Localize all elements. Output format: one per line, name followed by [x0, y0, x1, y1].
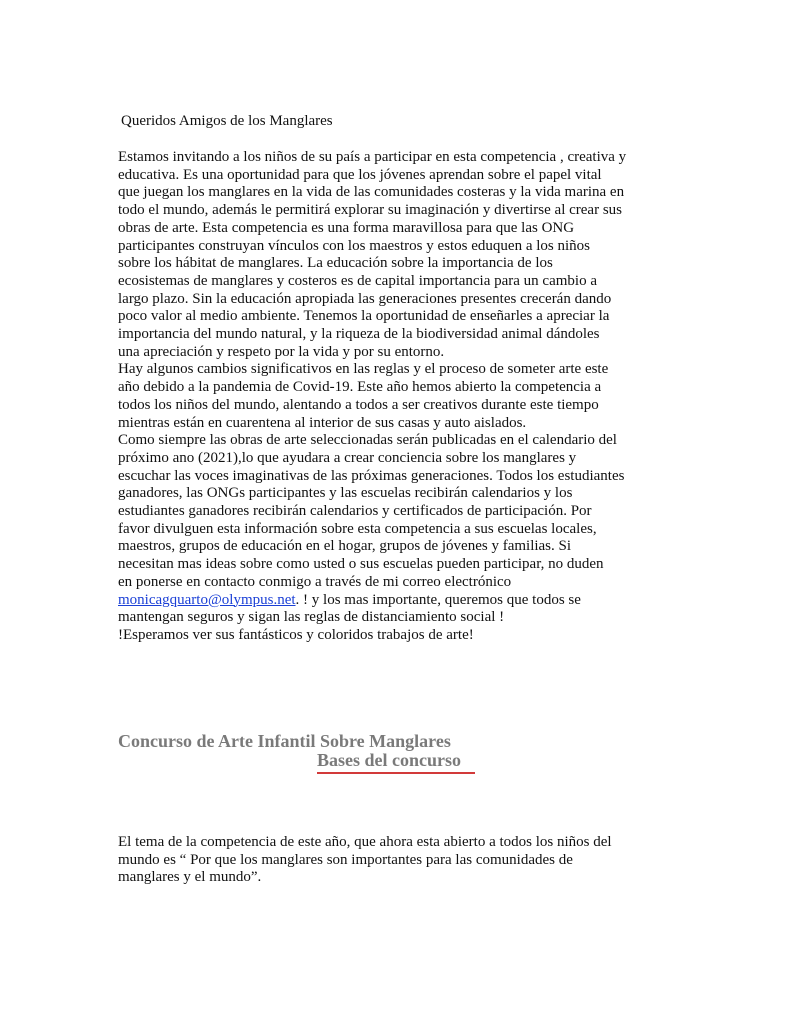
- letter-greeting: Queridos Amigos de los Manglares: [121, 113, 333, 129]
- letter-closing: . ! y los mas importante, queremos que todos se mantengan seguros y sigan las reglas de distanciamiento social ! !Esperamos ver sus fantásticos y coloridos trabajos de arte!: [118, 591, 581, 643]
- subtitle-underline: [317, 772, 475, 774]
- contact-email-link[interactable]: monicagquarto@olympus.net: [118, 591, 296, 608]
- letter-paragraph-3: Como siempre las obras de arte seleccionadas serán publicadas en el calendario del próximo ano (2021),lo que ayudara a crear conciencia sobre los manglares y escuchar las voces imaginativas de las próximas generaciones. Todos los estudiantes ganadores, las ONGs participantes y las escuelas recibirán calendarios y los estudiantes ganadores recibirán calendarios y certificados de participación. Por favor divulguen esta información sobre esta competencia a sus escuelas locales, maestros, grupos de educación en el hogar, grupos de jóvenes y familias. Si necesitan mas ideas sobre como usted o sus escuelas pueden participar, no duden en ponerse en contacto conmigo a través de mi correo electrónico: [118, 432, 625, 590]
- letter-paragraph-1: Estamos invitando a los niños de su país a participar en esta competencia , creativa y educativa. Es una oportunidad para que los jóvenes aprendan sobre el papel vital que juegan los manglares en la vida de las comunidades costeras y la vida marina en todo el mundo, además le permitirá explorar su imaginación y divertirse al crear sus obras de arte. Esta competencia es una forma maravillosa para que las ONG participantes construyan vínculos con los maestros y estos eduquen a los niños sobre los hábitat de manglares. La educación sobre la importancia de los ecosistemas de manglares y costeros es de capital importancia para un cambio a largo plazo. Sin la educación apropiada las generaciones presentes crecerán dando poco valor al medio ambiente. Tenemos la oportunidad de enseñarles a apreciar la importancia del mundo natural, y la riqueza de la biodiversidad animal dándoles una apreciación y respeto por la vida y por su entorno.: [118, 149, 627, 360]
- letter-paragraph-2: Hay algunos cambios significativos en las reglas y el proceso de someter arte este año debido a la pandemia de Covid-19. Este año hemos abierto la competencia a todos los niños del mundo, alentando a todos a ser creativos durante este tiempo mientras están en cuarentena al interior de sus casas y auto aislados.: [118, 361, 609, 431]
- contest-title: Concurso de Arte Infantil Sobre Manglares: [118, 731, 451, 751]
- contest-subtitle: Bases del concurso: [317, 750, 461, 770]
- contest-theme-text: El tema de la competencia de este año, que ahora esta abierto a todos los niños del mundo es “ Por que los manglares son importantes para las comunidades de manglares y el mundo”.: [118, 834, 612, 886]
- letter-body: [118, 149, 688, 645]
